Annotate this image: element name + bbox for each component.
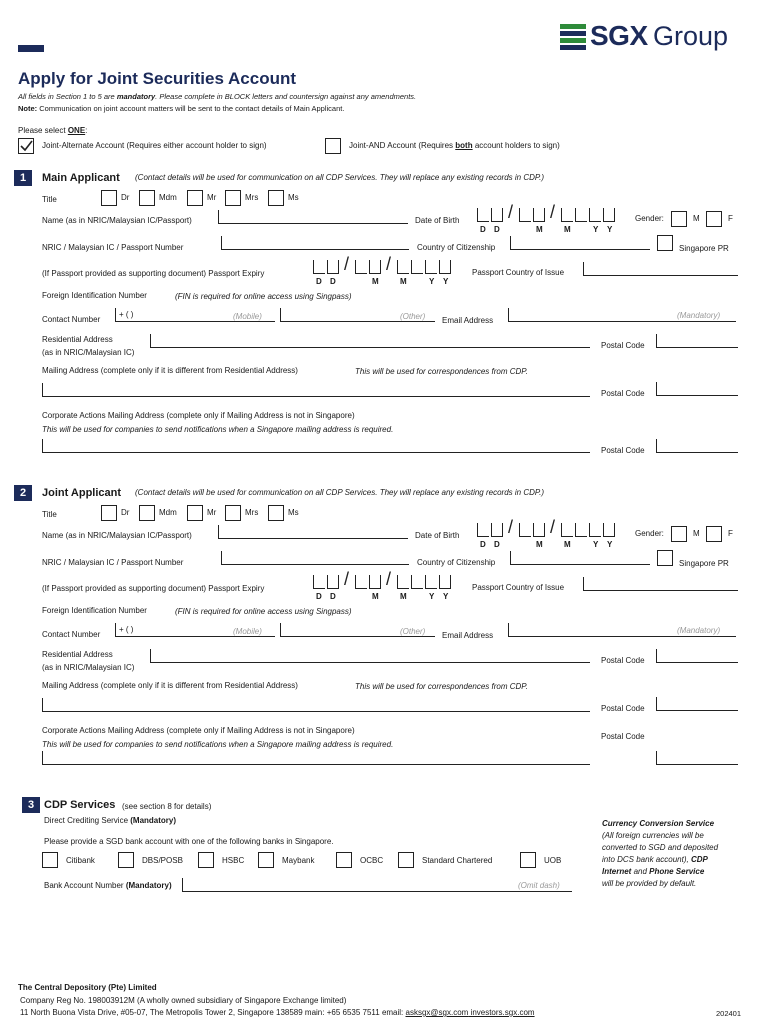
bank-options (0, 852, 590, 872)
bank-option-label: OCBC (360, 856, 384, 865)
date-separator: / (386, 254, 392, 274)
date-digit-box[interactable] (603, 523, 615, 537)
contact-label: Contact Number (42, 630, 101, 639)
passport-country-input[interactable] (583, 262, 738, 276)
date-digit-box[interactable] (477, 523, 489, 537)
bank-checkbox[interactable] (42, 852, 58, 868)
title-option-label: Dr (121, 508, 130, 517)
date-digit-box[interactable] (439, 260, 451, 274)
email-label: Email Address (442, 316, 494, 325)
corp-address-label: Corporate Actions Mailing Address (complete only if Mailing Address is not in Singapore) (42, 411, 355, 420)
date-digit-box[interactable] (589, 523, 601, 537)
nric-input[interactable] (221, 551, 409, 565)
date-digit-box[interactable] (425, 260, 437, 274)
mailing-postal-input[interactable] (656, 697, 738, 711)
mailing-address-input[interactable] (42, 698, 590, 712)
corp-address-note: This will be used for companies to send notifications when a Singapore mailing address is required. (42, 425, 394, 434)
section-title: Main Applicant (42, 172, 120, 184)
date-separator: / (344, 569, 350, 589)
bank-option-label: Maybank (282, 856, 315, 865)
contact-note: (Contact details will be used for communication on all CDP Services. They will replace any existing records in CDP.) (135, 488, 545, 497)
bank-checkbox[interactable] (258, 852, 274, 868)
title-option-label: Dr (121, 193, 130, 202)
title-checkbox[interactable] (225, 505, 241, 521)
country-label: Country of Citizenship (417, 558, 496, 567)
gender-m-checkbox[interactable] (671, 211, 687, 227)
postal-code-label: Postal Code (601, 446, 645, 455)
country-input[interactable] (510, 236, 650, 250)
section-main-applicant (0, 170, 770, 460)
dob-input[interactable] (477, 517, 627, 549)
residential-postal-input[interactable] (656, 334, 738, 348)
postal-code-label: Postal Code (601, 656, 645, 665)
mailing-address-label: Mailing Address (complete only if it is different from Residential Address) (42, 366, 298, 375)
singapore-pr-label: Singapore PR (679, 244, 729, 253)
omit-dash-placeholder: (Omit dash) (518, 881, 560, 890)
section-title: Joint Applicant (42, 487, 122, 499)
date-digit-box[interactable] (369, 575, 381, 589)
date-digit-box[interactable] (575, 523, 587, 537)
joint-and-label: Joint-AND Account (Requires both account holders to sign) (349, 141, 560, 150)
joint-alternate-checkbox[interactable] (18, 138, 34, 154)
name-input[interactable] (218, 210, 408, 224)
date-separator: / (344, 254, 350, 274)
date-digit-box[interactable] (425, 575, 437, 589)
dob-input[interactable] (477, 202, 627, 234)
passport-expiry-input[interactable] (313, 254, 463, 286)
date-format-label: D (316, 277, 322, 286)
residential-address-sublabel: (as in NRIC/Malaysian IC) (42, 348, 135, 357)
date-digit-box[interactable] (355, 575, 367, 589)
footer-org: The Central Depository (Pte) Limited (18, 983, 157, 992)
date-digit-box[interactable] (355, 260, 367, 274)
date-format-label: Y (443, 592, 449, 601)
title-option-label: Ms (288, 508, 299, 517)
section-3-note: (see section 8 for details) (122, 802, 212, 811)
dob-label: Date of Birth (415, 216, 460, 225)
date-digit-box[interactable] (519, 208, 531, 222)
title-option-label: Mr (207, 193, 217, 202)
passport-expiry-label: (If Passport provided as supporting document) Passport Expiry (42, 584, 265, 593)
singapore-pr-label: Singapore PR (679, 559, 729, 568)
passport-country-input[interactable] (583, 577, 738, 591)
gender-f-checkbox[interactable] (706, 526, 722, 542)
mailing-postal-input[interactable] (656, 382, 738, 396)
bank-option-label: UOB (544, 856, 562, 865)
logo-mark-text: SGX (590, 20, 648, 51)
email-mandatory-placeholder: (Mandatory) (677, 626, 721, 635)
header-accent-bar (18, 45, 44, 52)
corp-postal-input[interactable] (656, 439, 738, 453)
date-format-label: D (480, 225, 486, 234)
note-line: Note: Communication on joint account matters will be sent to the contact details of Main Applicant. (18, 104, 345, 113)
date-format-label: M (372, 592, 379, 601)
title-label: Title (42, 195, 57, 204)
fin-note: (FIN is required for online access using Singpass) (175, 607, 352, 616)
section-joint-applicant (0, 485, 770, 775)
other-placeholder: (Other) (400, 312, 426, 321)
passport-expiry-input[interactable] (313, 569, 463, 601)
title-checkbox[interactable] (139, 190, 155, 206)
country-label: Country of Citizenship (417, 243, 496, 252)
date-format-label: Y (607, 225, 613, 234)
date-format-label: D (494, 540, 500, 549)
singapore-pr-checkbox[interactable] (657, 550, 673, 566)
date-digit-box[interactable] (411, 575, 423, 589)
name-input[interactable] (218, 525, 408, 539)
title-checkbox[interactable] (101, 190, 117, 206)
mailing-address-input[interactable] (42, 383, 590, 397)
title-checkbox[interactable] (101, 505, 117, 521)
date-format-label: M (564, 225, 571, 234)
date-digit-box[interactable] (313, 260, 325, 274)
bank-option-label: Citibank (66, 856, 95, 865)
date-format-label: Y (429, 277, 435, 286)
title-checkbox[interactable] (225, 190, 241, 206)
other-placeholder: (Other) (400, 627, 426, 636)
singapore-pr-checkbox[interactable] (657, 235, 673, 251)
postal-code-label: Postal Code (601, 704, 645, 713)
date-digit-box[interactable] (477, 208, 489, 222)
gender-m-checkbox[interactable] (671, 526, 687, 542)
bank-checkbox[interactable] (118, 852, 134, 868)
date-format-label: M (372, 277, 379, 286)
contact-prefix: + ( ) (119, 625, 134, 634)
residential-address-input[interactable] (150, 334, 590, 348)
nric-input[interactable] (221, 236, 409, 250)
corp-postal-input[interactable] (656, 751, 738, 765)
passport-country-label: Passport Country of Issue (472, 583, 565, 592)
date-separator: / (550, 517, 556, 537)
title-option-label: Mdm (159, 508, 177, 517)
country-input[interactable] (510, 551, 650, 565)
date-format-label: Y (443, 277, 449, 286)
email-label: Email Address (442, 631, 494, 640)
gender-f-label: F (728, 214, 733, 223)
date-format-label: D (330, 277, 336, 286)
date-digit-box[interactable] (327, 575, 339, 589)
residential-address-label: Residential Address (42, 650, 113, 659)
checkmark-icon (19, 139, 33, 153)
dob-label: Date of Birth (415, 531, 460, 540)
date-digit-box[interactable] (491, 523, 503, 537)
contact-prefix: + ( ) (119, 310, 134, 319)
ccs-note: Currency Conversion Service (All foreign currencies will be converted to SGD and deposited into DCS bank account), CDP Internet and Phone Service will be provided by default. (602, 819, 719, 888)
bank-option-label: HSBC (222, 856, 245, 865)
gender-f-label: F (728, 529, 733, 538)
date-digit-box[interactable] (533, 208, 545, 222)
contact-label: Contact Number (42, 315, 101, 324)
date-separator: / (550, 202, 556, 222)
date-digit-box[interactable] (369, 260, 381, 274)
date-digit-box[interactable] (397, 575, 409, 589)
section-3-title: CDP Services (44, 799, 116, 811)
nric-label: NRIC / Malaysian IC / Passport Number (42, 558, 184, 567)
date-digit-box[interactable] (313, 575, 325, 589)
gender-m-label: M (693, 529, 700, 538)
postal-code-label: Postal Code (601, 341, 645, 350)
title-checkbox[interactable] (268, 190, 284, 206)
date-digit-box[interactable] (397, 260, 409, 274)
bank-option-label: Standard Chartered (422, 856, 493, 865)
title-option-label: Mr (207, 508, 217, 517)
gender-label: Gender: (635, 529, 664, 538)
section-3-number: 3 (22, 797, 40, 813)
bank-checkbox[interactable] (198, 852, 214, 868)
mailing-address-note: This will be used for correspondences from CDP. (355, 682, 528, 691)
title-option-label: Ms (288, 193, 299, 202)
title-checkbox[interactable] (187, 505, 203, 521)
mailing-address-label: Mailing Address (complete only if it is different from Residential Address) (42, 681, 298, 690)
date-separator: / (508, 517, 514, 537)
date-digit-box[interactable] (411, 260, 423, 274)
fin-label: Foreign Identification Number (42, 291, 147, 300)
title-checkbox[interactable] (187, 190, 203, 206)
date-format-label: D (494, 225, 500, 234)
section-number: 1 (14, 170, 32, 186)
date-format-label: Y (429, 592, 435, 601)
title-option-label: Mrs (245, 508, 259, 517)
bank-checkbox[interactable] (520, 852, 536, 868)
fin-label: Foreign Identification Number (42, 606, 147, 615)
date-separator: / (508, 202, 514, 222)
instructions-line: All fields in Section 1 to 5 are mandatory. Please complete in BLOCK letters and countersign against any amendments. (18, 92, 417, 101)
date-format-label: D (330, 592, 336, 601)
corp-address-note: This will be used for companies to send notifications when a Singapore mailing address is required. (42, 740, 394, 749)
title-option-label: Mdm (159, 193, 177, 202)
date-digit-box[interactable] (561, 208, 573, 222)
bank-prompt: Please provide a SGD bank account with one of the following banks in Singapore. (44, 837, 334, 846)
date-format-label: M (536, 225, 543, 234)
bank-option-label: DBS/POSB (142, 856, 183, 865)
title-option-label: Mrs (245, 193, 259, 202)
joint-alternate-label: Joint-Alternate Account (Requires either account holder to sign) (42, 141, 267, 150)
date-format-label: M (400, 277, 407, 286)
footer-address: 11 North Buona Vista Drive, #05-07, The Metropolis Tower 2, Singapore 138589 main: +65 6535 7511 email: asksgx@sgx.com investors.sgx.com (20, 1008, 535, 1017)
date-digit-box[interactable] (561, 523, 573, 537)
date-format-label: Y (593, 540, 599, 549)
nric-label: NRIC / Malaysian IC / Passport Number (42, 243, 184, 252)
date-format-label: D (316, 592, 322, 601)
logo-stripes-icon (560, 24, 586, 50)
contact-note: (Contact details will be used for communication on all CDP Services. They will replace any existing records in CDP.) (135, 173, 545, 182)
bank-account-label: Bank Account Number (Mandatory) (44, 881, 172, 890)
residential-postal-input[interactable] (656, 649, 738, 663)
name-label: Name (as in NRIC/Malaysian IC/Passport) (42, 216, 192, 225)
residential-address-sublabel: (as in NRIC/Malaysian IC) (42, 663, 135, 672)
bank-checkbox[interactable] (398, 852, 414, 868)
date-digit-box[interactable] (603, 208, 615, 222)
corp-address-label: Corporate Actions Mailing Address (complete only if Mailing Address is not in Singapore) (42, 726, 355, 735)
date-digit-box[interactable] (439, 575, 451, 589)
footer-site-link[interactable]: investors.sgx.com (468, 1008, 535, 1017)
footer-code: 202401 (716, 1009, 742, 1018)
date-separator: / (386, 569, 392, 589)
date-digit-box[interactable] (589, 208, 601, 222)
date-digit-box[interactable] (575, 208, 587, 222)
date-format-label: M (536, 540, 543, 549)
title-label: Title (42, 510, 57, 519)
footer-reg: Company Reg No. 198003912M (A wholly owned subsidiary of Singapore Exchange limited) (20, 996, 347, 1005)
postal-code-label: Postal Code (601, 389, 645, 398)
joint-and-checkbox[interactable] (325, 138, 341, 154)
mobile-placeholder: (Mobile) (233, 312, 262, 321)
email-mandatory-placeholder: (Mandatory) (677, 311, 721, 320)
postal-code-label: Postal Code (601, 732, 645, 741)
fin-note: (FIN is required for online access using Singpass) (175, 292, 352, 301)
corp-address-input[interactable] (42, 439, 590, 453)
date-format-label: D (480, 540, 486, 549)
passport-expiry-label: (If Passport provided as supporting document) Passport Expiry (42, 269, 265, 278)
page-title: Apply for Joint Securities Account (18, 69, 297, 88)
date-format-label: Y (607, 540, 613, 549)
date-format-label: M (400, 592, 407, 601)
residential-address-label: Residential Address (42, 335, 113, 344)
title-checkbox[interactable] (139, 505, 155, 521)
residential-address-input[interactable] (150, 649, 590, 663)
gender-label: Gender: (635, 214, 664, 223)
sgx-logo (560, 18, 745, 58)
logo-group-text: Group (653, 21, 729, 51)
select-one-label: Please select ONE: (18, 126, 88, 135)
title-checkbox[interactable] (268, 505, 284, 521)
bank-account-input[interactable] (182, 878, 572, 892)
bank-checkbox[interactable] (336, 852, 352, 868)
date-format-label: Y (593, 225, 599, 234)
section-number: 2 (14, 485, 32, 501)
name-label: Name (as in NRIC/Malaysian IC/Passport) (42, 531, 192, 540)
date-digit-box[interactable] (327, 260, 339, 274)
passport-country-label: Passport Country of Issue (472, 268, 565, 277)
footer-email-link[interactable]: asksgx@sgx.com (405, 1008, 469, 1017)
mailing-address-note: This will be used for correspondences from CDP. (355, 367, 528, 376)
gender-f-checkbox[interactable] (706, 211, 722, 227)
date-digit-box[interactable] (533, 523, 545, 537)
date-digit-box[interactable] (491, 208, 503, 222)
date-format-label: M (564, 540, 571, 549)
corp-address-input[interactable] (42, 751, 590, 765)
gender-m-label: M (693, 214, 700, 223)
date-digit-box[interactable] (519, 523, 531, 537)
mobile-placeholder: (Mobile) (233, 627, 262, 636)
dcs-label: Direct Crediting Service (Mandatory) (44, 816, 177, 825)
